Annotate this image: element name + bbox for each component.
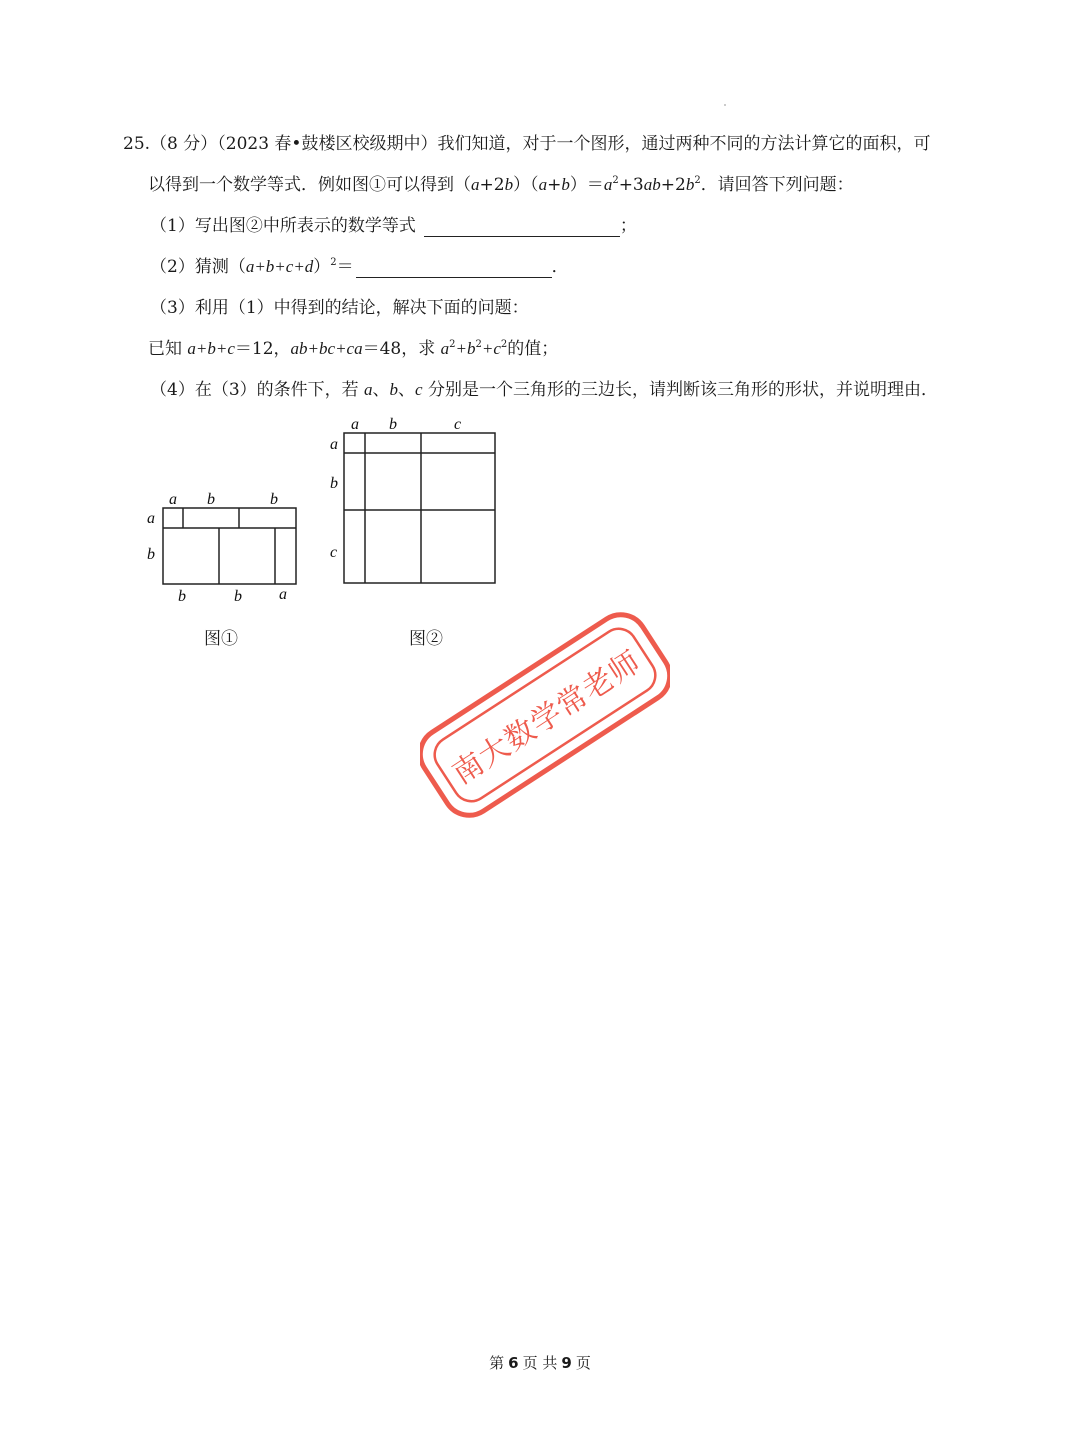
question-3-text: （3）利用（1）中得到的结论，解决下面的问题：: [150, 298, 529, 318]
exponent: 2: [475, 339, 482, 350]
footer-text: 第: [489, 1354, 505, 1372]
fig2-left-label: a: [330, 436, 338, 453]
math-var: a: [471, 175, 480, 194]
exponent: 2: [612, 175, 619, 186]
text-span: 分别是一个三角形的三边长，请判断该三角形的形状，并说明理由．: [422, 380, 938, 400]
math-expr: a+b+c+d: [245, 257, 314, 276]
text-span: +: [547, 175, 562, 195]
problem-header-text: 25.（8 分）（2023 春•鼓楼区校级期中）我们知道，对于一个图形，通过两种不同的方法计算它的面积，可: [123, 134, 931, 154]
footer-text: 页: [575, 1354, 591, 1372]
question-1-text: （1）写出图②中所表示的数学等式: [150, 216, 416, 236]
text-span: +2: [479, 175, 505, 195]
question-3: [150, 297, 529, 319]
fig1-top-label: b: [207, 491, 215, 508]
text-span: 已知: [148, 339, 188, 359]
fig2-left-label: b: [330, 475, 338, 492]
text-span: 的值；: [507, 339, 559, 359]
fig2-top-label: c: [454, 416, 462, 433]
math-var: a: [538, 175, 548, 194]
figure-2-caption: 图②: [409, 629, 443, 649]
figure-1-diagram: [140, 485, 310, 605]
text-span: +3: [618, 175, 644, 195]
math-var: a: [440, 339, 450, 358]
stamp-text: 南大数学常老师: [446, 644, 648, 792]
answer-blank-1[interactable]: [424, 222, 620, 237]
math-expr: ab+bc+ca: [290, 339, 363, 358]
exponent: 2: [449, 339, 456, 350]
math-var: c: [415, 380, 423, 399]
fig2-left-label: c: [330, 544, 338, 561]
text-span: ）＝: [569, 175, 604, 195]
text-span: ＝12，: [234, 339, 291, 359]
fig1-bottom-label: b: [234, 588, 242, 605]
exponent: 2: [500, 339, 508, 350]
math-var: b: [561, 175, 570, 194]
total-pages: 9: [561, 1354, 572, 1372]
fig1-top-label: a: [169, 491, 177, 508]
math-var: a: [364, 380, 373, 399]
problem-header: [123, 133, 930, 155]
footer-text: 页 共: [522, 1354, 558, 1372]
fig2-outer-rect: [344, 433, 495, 583]
figure-2-diagram: [322, 412, 502, 590]
question-2: [150, 256, 569, 278]
problem-line-2: [148, 174, 854, 196]
answer-blank-2[interactable]: [356, 263, 552, 278]
exponent: 2: [330, 257, 337, 268]
speck: [724, 104, 726, 106]
math-var: b: [685, 175, 695, 194]
text-span: ＝: [336, 257, 354, 277]
text-span: ）（: [513, 175, 539, 195]
math-var: +b: [455, 339, 476, 358]
text-span: ．: [551, 257, 569, 277]
text-span: ）: [313, 257, 331, 277]
watermark-stamp: [420, 610, 670, 820]
fig2-top-label: b: [389, 416, 397, 433]
question-1: [150, 215, 637, 237]
fig1-left-label: a: [147, 510, 155, 527]
math-expr: a+b+c: [187, 339, 235, 358]
known-conditions: [148, 338, 558, 360]
question-4: [150, 379, 938, 401]
question-4-text: （4）在（3）的条件下，若: [150, 380, 365, 400]
math-var: ab: [643, 175, 661, 194]
fig1-bottom-label: b: [178, 588, 186, 605]
math-var: a: [603, 175, 613, 194]
figure-1-caption: 图①: [204, 629, 238, 649]
text-span: 、: [398, 380, 416, 400]
exponent: 2: [694, 175, 701, 186]
math-var: b: [504, 175, 514, 194]
text-span: 以得到一个数学等式．例如图①可以得到（: [148, 175, 471, 195]
text-span: 、: [372, 380, 390, 400]
question-2-text: （2）猜测（: [150, 257, 246, 277]
fig2-top-label: a: [351, 416, 359, 433]
fig1-top-label: b: [270, 491, 278, 508]
fig1-bottom-label: a: [279, 586, 287, 603]
math-var: +c: [481, 339, 501, 358]
fig1-left-label: b: [147, 546, 155, 563]
text-span: ．请回答下列问题：: [700, 175, 854, 195]
page-footer: [0, 1352, 1080, 1373]
text-span: ；: [619, 216, 637, 236]
page-number: 6: [508, 1354, 519, 1372]
text-span: ＝48，求: [362, 339, 441, 359]
math-var: b: [389, 380, 399, 399]
text-span: +2: [660, 175, 686, 195]
